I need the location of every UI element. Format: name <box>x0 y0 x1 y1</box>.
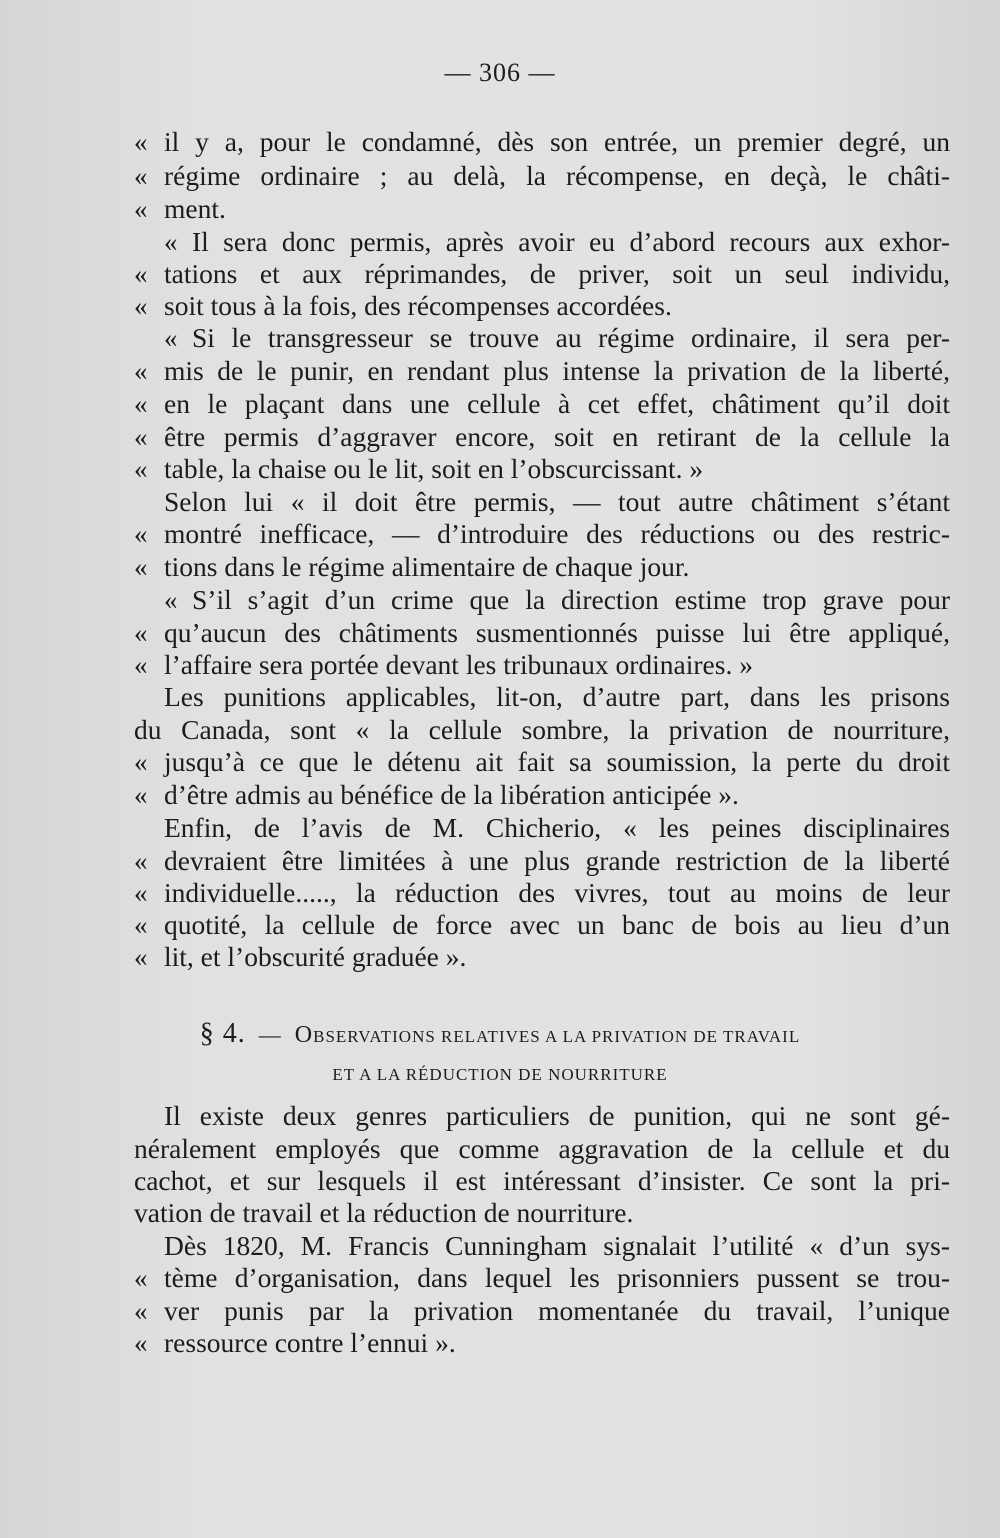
text-line: néralement employés que comme aggravation de la cellule et du <box>134 1133 950 1164</box>
text-line: être permis d’aggraver encore, soit en retirant de la cellule la <box>164 421 950 452</box>
text-line: mis de le punir, en rendant plus intense la privation de la liberté, <box>164 355 950 386</box>
quote-mark: « <box>134 194 148 224</box>
quote-mark: « <box>134 780 148 810</box>
text-line: Il existe deux genres particuliers de punition, qui ne sont gé- <box>164 1100 950 1131</box>
page-number: — 306 — <box>444 58 556 87</box>
quote-mark: « <box>134 846 148 876</box>
text-line: quotité, la cellule de force avec un banc de bois au lieu d’un <box>164 909 950 940</box>
text-line: Les punitions applicables, lit-on, d’autre part, dans les prisons <box>164 681 950 712</box>
text-line: il y a, pour le condamné, dès son entrée, un premier degré, un <box>164 126 950 157</box>
text-line: tème d’organisation, dans lequel les prisonniers pussent se trou- <box>164 1262 950 1293</box>
quote-mark: « <box>134 127 148 157</box>
section-heading <box>0 1018 1000 1050</box>
section-dash: — <box>258 1022 282 1047</box>
quote-mark: « <box>134 878 148 908</box>
quote-mark: « <box>164 323 178 353</box>
quote-mark: « <box>134 259 148 289</box>
text-line: Selon lui « il doit être permis, — tout autre châtiment s’étant <box>164 486 950 517</box>
text-line: qu’aucun des châtiments susmentionnés puisse lui être appliqué, <box>164 617 950 648</box>
quote-mark: « <box>134 1296 148 1326</box>
text-line: Si le transgresseur se trouve au régime ordinaire, il sera per- <box>192 322 950 353</box>
quote-mark: « <box>134 519 148 549</box>
text-line: ment. <box>164 193 226 224</box>
text-line: S’il s’agit d’un crime que la direction estime trop grave pour <box>192 584 950 615</box>
quote-mark: « <box>134 1263 148 1293</box>
text-line: Enfin, de l’avis de M. Chicherio, « les peines disciplinaires <box>164 812 950 843</box>
section-subheading <box>0 1060 1000 1086</box>
text-line: d’être admis au bénéfice de la libération anticipée ». <box>164 779 739 810</box>
text-line: régime ordinaire ; au delà, la récompense, en deçà, le châti- <box>164 160 950 191</box>
text-line: lit, et l’obscurité graduée ». <box>164 941 467 972</box>
quote-mark: « <box>134 1328 148 1358</box>
quote-mark: « <box>134 650 148 680</box>
quote-mark: « <box>164 585 178 615</box>
section-title-line2: ET A LA RÉDUCTION DE NOURRITURE <box>332 1065 668 1084</box>
text-line: tions dans le régime alimentaire de chaque jour. <box>164 551 690 582</box>
text-line: du Canada, sont « la cellule sombre, la privation de nourriture, <box>134 714 950 745</box>
text-line: vation de travail et la réduction de nourriture. <box>134 1197 634 1228</box>
quote-mark: « <box>134 910 148 940</box>
quote-mark: « <box>134 454 148 484</box>
text-line: Dès 1820, M. Francis Cunningham signalait l’utilité « d’un sys- <box>164 1230 950 1261</box>
text-line: cachot, et sur lesquels il est intéressant d’insister. Ce sont la pri- <box>134 1165 950 1196</box>
text-line: devraient être limitées à une plus grande restriction de la liberté <box>164 845 950 876</box>
text-line: table, la chaise ou le lit, soit en l’obscurcissant. » <box>164 453 704 484</box>
text-line: soit tous à la fois, des récompenses accordées. <box>164 290 672 321</box>
text-line: ver punis par la privation momentanée du travail, l’unique <box>164 1295 950 1326</box>
quote-mark: « <box>134 356 148 386</box>
quote-mark: « <box>134 422 148 452</box>
text-line: en le plaçant dans une cellule à cet effet, châtiment qu’il doit <box>164 388 950 419</box>
quote-mark: « <box>134 618 148 648</box>
quote-mark: « <box>134 942 148 972</box>
quote-mark: « <box>134 161 148 191</box>
quote-mark: « <box>134 747 148 777</box>
section-title-initial: O <box>294 1022 314 1048</box>
quote-mark: « <box>164 227 178 257</box>
text-line: l’affaire sera portée devant les tribunaux ordinaires. » <box>164 649 753 680</box>
text-line: jusqu’à ce que le détenu ait fait sa soumission, la perte du droit <box>164 746 950 777</box>
text-line: individuelle....., la réduction des vivres, tout au moins de leur <box>164 877 950 908</box>
text-line: ressource contre l’ennui ». <box>164 1327 456 1358</box>
quote-mark: « <box>134 389 148 419</box>
quote-mark: « <box>134 552 148 582</box>
quote-mark: « <box>134 291 148 321</box>
text-line: Il sera donc permis, après avoir eu d’abord recours aux exhor- <box>192 226 950 257</box>
section-number: § 4. <box>199 1018 246 1049</box>
text-line: montré inefficace, — d’introduire des réductions ou des restric- <box>164 518 950 549</box>
section-title-line1: BSERVATIONS RELATIVES A LA PRIVATION DE TRAVAIL <box>313 1027 801 1046</box>
text-line: tations et aux réprimandes, de priver, soit un seul individu, <box>164 258 950 289</box>
